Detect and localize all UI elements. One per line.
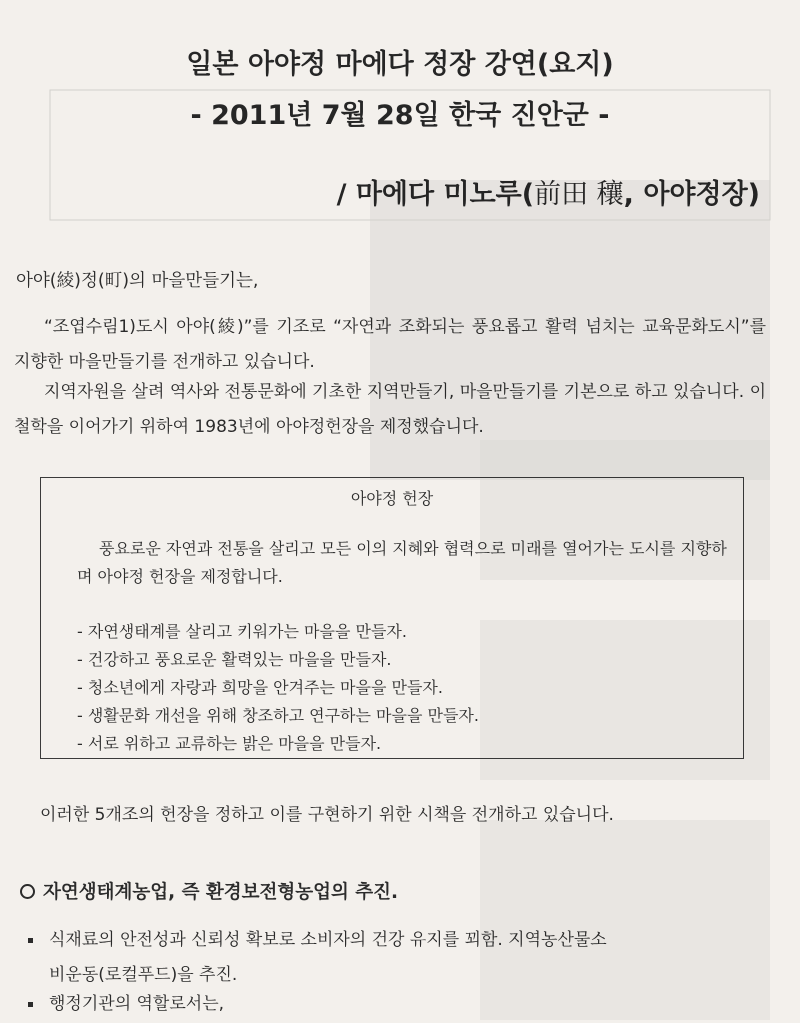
- charter-list: [77, 618, 479, 758]
- bullet-item-1: [20, 923, 770, 993]
- charter-title: 아야정 헌장: [350, 489, 434, 508]
- intro-paragraph-1: “조엽수림1)도시 아야(綾)”를 기조로 “자연과 조화되는 풍요롭고 활력 넘치는 교육문화도시”를 지향한 마을만들기를 전개하고 있습니다.: [14, 317, 766, 372]
- square-bullet-icon: [28, 1002, 33, 1007]
- bullet-text-1a: 식재료의 안전성과 신뢰성 확보로 소비자의 건강 유지를 꾀함. 지역농산물소: [49, 930, 607, 950]
- bullet-item-2: [20, 987, 770, 1022]
- charter-item: - 자연생태계를 살리고 키워가는 마을을 만들자.: [77, 622, 407, 641]
- bullet-text-1b: 비운동(로컬푸드)을 추진.: [49, 965, 238, 985]
- intro-paragraph-2: 지역자원을 살려 역사와 전통문화에 기초한 지역만들기, 마을만들기를 기본으로 하고 있습니다. 이 철학을 이어가기 위하여 1983년에 아야정헌장을 제정했습니다.: [14, 382, 766, 437]
- intro-heading: 아야(綾)정(町)의 마을만들기는,: [16, 271, 259, 291]
- closing-paragraph: 이러한 5개조의 헌장을 정하고 이를 구현하기 위한 시책을 전개하고 있습니다.: [40, 805, 614, 825]
- section-heading-text: 자연생태계농업, 즉 환경보전형농업의 추진.: [43, 882, 399, 903]
- author-suffix: , 아야정장): [623, 179, 760, 210]
- author-prefix: / 마에다 미노루(: [336, 179, 535, 210]
- charter-item: - 서로 위하고 교류하는 밝은 마을을 만들자.: [77, 734, 382, 753]
- bullet-text-2: 행정기관의 역할로서는,: [49, 994, 225, 1014]
- charter-box: [40, 477, 744, 759]
- document-title: 일본 아야정 마에다 정장 강연(요지): [186, 49, 614, 80]
- charter-item: - 건강하고 풍요로운 활력있는 마을을 만들자.: [77, 650, 392, 669]
- square-bullet-icon: [28, 938, 33, 943]
- section-heading: [20, 878, 398, 904]
- author-line: [337, 172, 760, 211]
- circle-bullet-icon: [20, 884, 35, 899]
- charter-item: - 청소년에게 자랑과 희망을 안겨주는 마을을 만들자.: [77, 678, 443, 697]
- charter-item: - 생활문화 개선을 위해 창조하고 연구하는 마을을 만들자.: [77, 706, 479, 725]
- charter-intro: 풍요로운 자연과 전통을 살리고 모든 이의 지혜와 협력으로 미래를 열어가는 도시를 지향하며 아야정 헌장을 제정합니다.: [77, 539, 727, 586]
- document-subtitle-date: - 2011년 7월 28일 한국 진안군 -: [190, 100, 610, 131]
- author-hanja: 前田 穰: [534, 179, 624, 210]
